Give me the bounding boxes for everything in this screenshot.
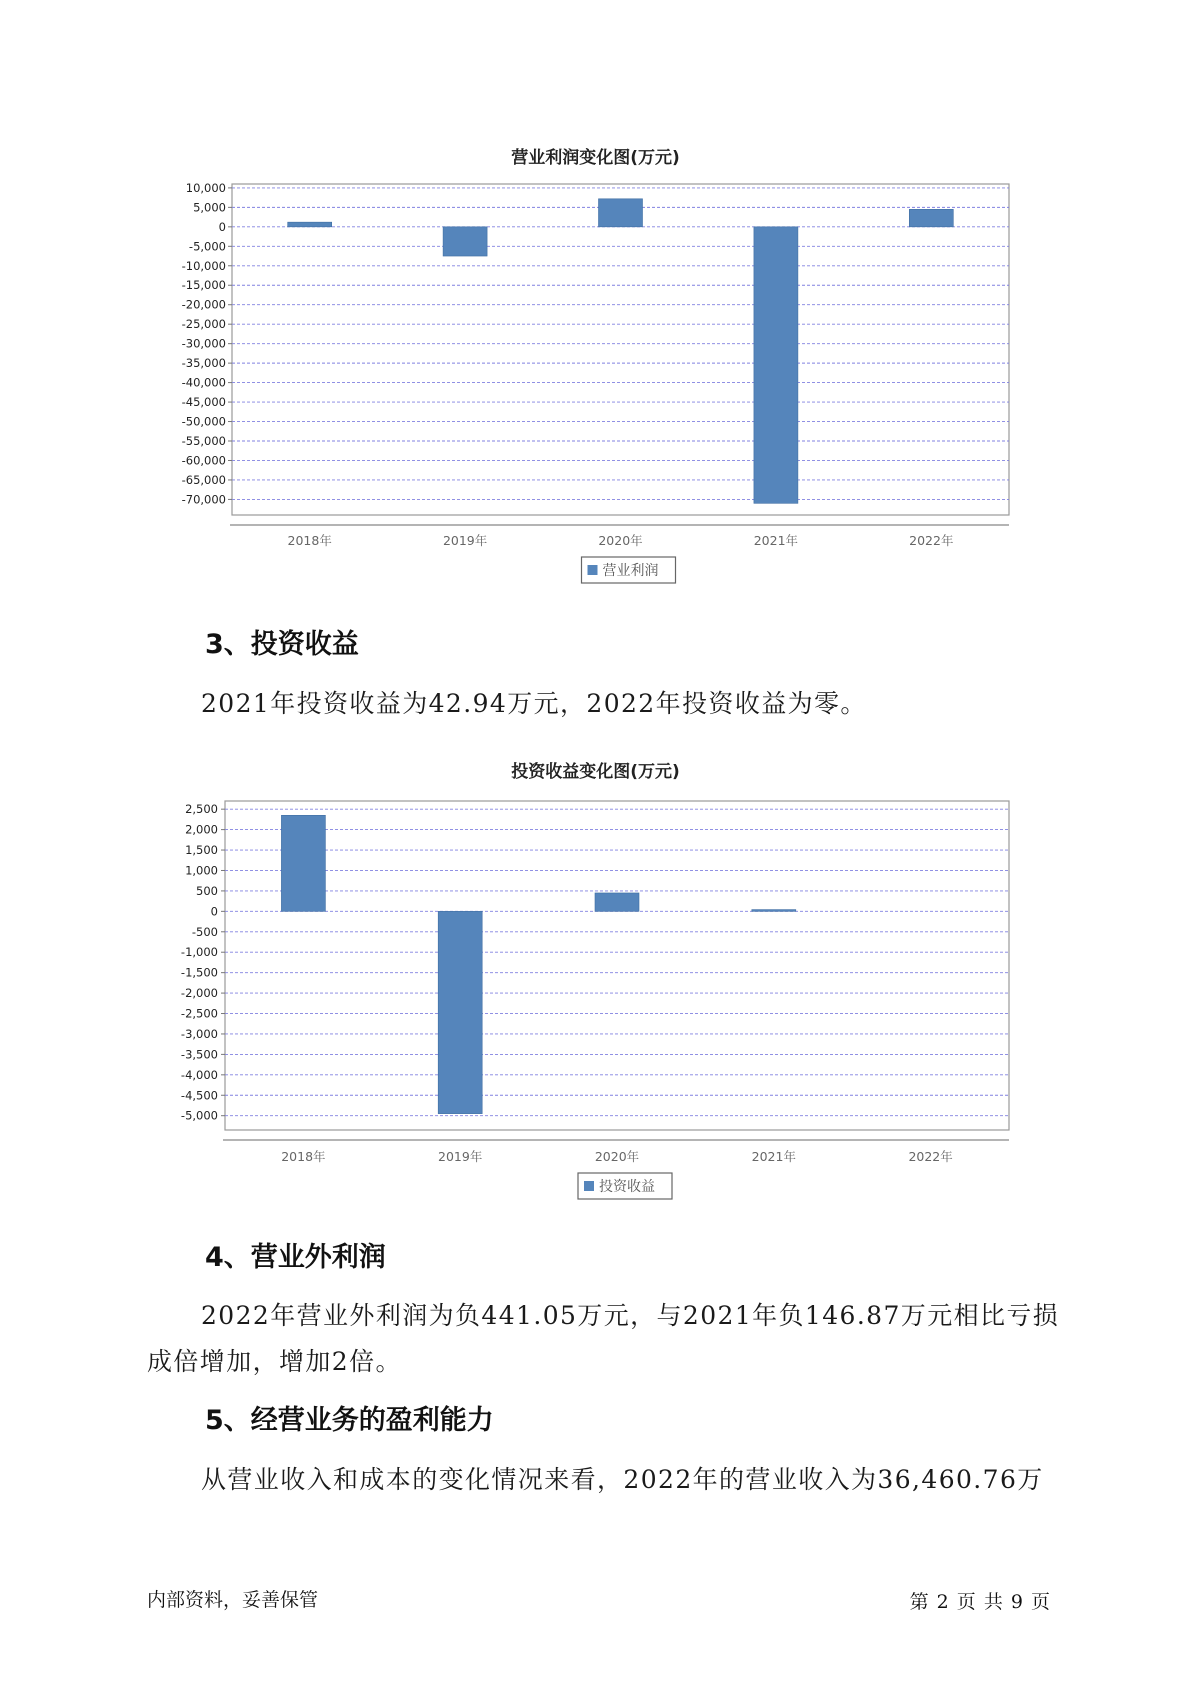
legend-label: 投资收益 xyxy=(599,1179,655,1195)
y-tick-label: -50,000 xyxy=(181,414,226,429)
bar xyxy=(595,893,639,911)
legend xyxy=(578,1173,672,1199)
y-tick-label: 1,500 xyxy=(185,843,218,858)
y-tick-label: -1,500 xyxy=(180,965,218,980)
x-tick-label: 2022年 xyxy=(908,1149,953,1164)
x-tick-label: 2019年 xyxy=(442,533,488,548)
y-tick-label: -60,000 xyxy=(181,453,226,468)
y-tick-label: -10,000 xyxy=(181,258,226,273)
chart-title: 投资收益变化图(万元) xyxy=(511,762,680,782)
y-tick-label: 10,000 xyxy=(185,180,226,195)
y-tick-label: -3,500 xyxy=(180,1047,218,1062)
bar xyxy=(281,815,325,911)
footer-confidential-note: 内部资料，妥善保管 xyxy=(147,1589,319,1611)
x-tick-label: 2018年 xyxy=(281,1149,326,1164)
y-tick-label: -70,000 xyxy=(181,492,226,507)
section-heading: 5、经营业务的盈利能力 xyxy=(205,1405,494,1436)
y-tick-label: -45,000 xyxy=(181,395,226,410)
bar xyxy=(752,910,796,912)
x-tick-label: 2019年 xyxy=(438,1149,483,1164)
y-tick-label: -15,000 xyxy=(181,278,226,293)
section-heading: 3、投资收益 xyxy=(205,629,359,660)
y-tick-label: 500 xyxy=(196,883,218,898)
bar xyxy=(438,911,482,1113)
x-tick-label: 2021年 xyxy=(753,533,799,548)
y-tick-label: 5,000 xyxy=(193,200,226,215)
y-tick-label: -5,000 xyxy=(188,239,226,254)
y-tick-label: 1,000 xyxy=(185,863,218,878)
y-tick-label: -20,000 xyxy=(181,297,226,312)
y-tick-label: -1,000 xyxy=(180,945,218,960)
paragraph: 2021年投资收益为42.94万元，2022年投资收益为零。 xyxy=(201,689,867,718)
y-tick-label: -3,000 xyxy=(180,1026,218,1041)
footer-page-number: 第 2 页 共 9 页 xyxy=(909,1591,1051,1613)
x-tick-label: 2022年 xyxy=(909,533,954,548)
x-tick-label: 2021年 xyxy=(751,1149,796,1164)
y-tick-label: 0 xyxy=(210,904,218,919)
y-tick-label: 2,500 xyxy=(185,802,218,817)
y-tick-label: -30,000 xyxy=(181,336,226,351)
y-tick-label: -4,500 xyxy=(180,1088,218,1103)
chart-title: 营业利润变化图(万元) xyxy=(511,148,680,168)
legend-swatch xyxy=(584,1181,594,1191)
y-tick-label: -5,000 xyxy=(180,1108,218,1123)
paragraph: 从营业收入和成本的变化情况来看，2022年的营业收入为36,460.76万 xyxy=(201,1465,1044,1494)
y-tick-label: 2,000 xyxy=(185,822,218,837)
y-tick-label: 0 xyxy=(218,219,226,234)
y-tick-label: -500 xyxy=(191,924,218,939)
y-tick-label: -55,000 xyxy=(181,434,226,449)
y-tick-label: -40,000 xyxy=(181,375,226,390)
x-tick-label: 2020年 xyxy=(594,1149,640,1164)
y-tick-label: -35,000 xyxy=(181,356,226,371)
y-tick-label: -2,000 xyxy=(180,986,218,1001)
legend-label: 营业利润 xyxy=(602,563,659,579)
x-tick-label: 2020年 xyxy=(598,533,643,548)
paragraph: 2022年营业外利润为负441.05万元，与2021年负146.87万元相比亏损成倍增加，增加2倍。 xyxy=(147,1301,1060,1376)
y-tick-label: -4,000 xyxy=(180,1067,218,1082)
section-heading: 4、营业外利润 xyxy=(205,1242,386,1273)
y-tick-label: -2,500 xyxy=(180,1006,218,1021)
y-tick-label: -25,000 xyxy=(181,317,226,332)
x-tick-label: 2018年 xyxy=(287,533,332,548)
y-tick-label: -65,000 xyxy=(181,472,226,487)
